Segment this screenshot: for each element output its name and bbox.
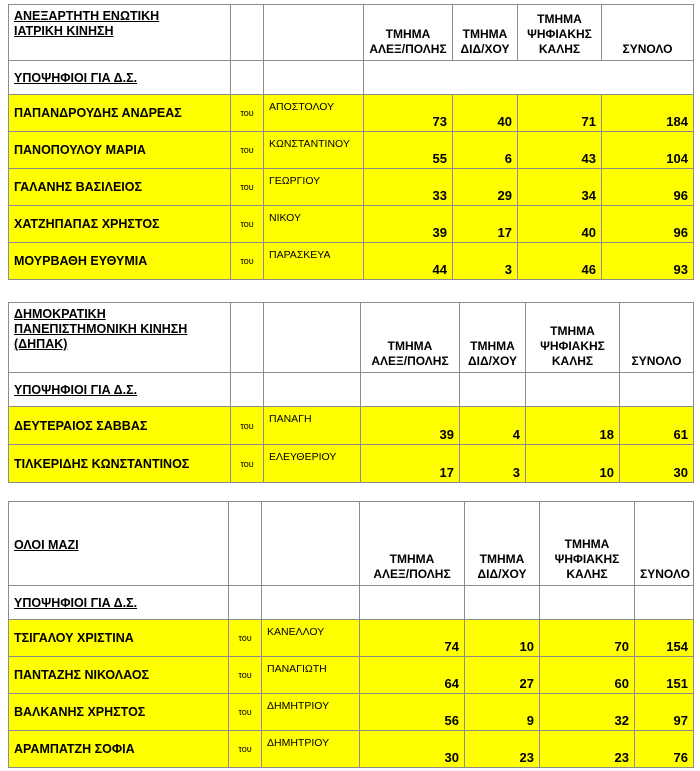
votes-total: 184 bbox=[602, 95, 694, 132]
table-row bbox=[9, 95, 694, 132]
father-name: ΑΠΟΣΤΟΛΟΥ bbox=[264, 95, 364, 132]
title-line: ΙΑΤΡΙΚΗ ΚΙΝΗΣΗ bbox=[14, 24, 114, 38]
votes-dept3: 40 bbox=[518, 206, 602, 243]
votes-total: 76 bbox=[635, 731, 694, 768]
tou-label: του bbox=[231, 243, 264, 280]
votes-dept3: 34 bbox=[518, 169, 602, 206]
votes-dept1: 39 bbox=[364, 206, 453, 243]
candidates-label: ΥΠΟΨΗΦΙΟΙ ΓΙΑ Δ.Σ. bbox=[9, 586, 229, 620]
votes-dept1: 55 bbox=[364, 132, 453, 169]
father-name: ΓΕΩΡΓΙΟΥ bbox=[264, 169, 364, 206]
tou-label: του bbox=[231, 132, 264, 169]
votes-dept1: 44 bbox=[364, 243, 453, 280]
section-title bbox=[9, 5, 231, 61]
father-name: ΔΗΜΗΤΡΙΟΥ bbox=[262, 731, 360, 768]
votes-dept2: 17 bbox=[453, 206, 518, 243]
candidate-name: ΧΑΤΖΗΠΑΠΑΣ ΧΡΗΣΤΟΣ bbox=[9, 206, 231, 243]
father-name: ΔΗΜΗΤΡΙΟΥ bbox=[262, 694, 360, 731]
candidates-label: ΥΠΟΨΗΦΙΟΙ ΓΙΑ Δ.Σ. bbox=[9, 373, 231, 407]
candidate-name: ΜΟΥΡΒΑΘΗ ΕΥΘΥΜΙΑ bbox=[9, 243, 231, 280]
votes-dept2: 27 bbox=[465, 657, 540, 694]
header-dept-alexandroupolis: ΤΜΗΜΑ ΑΛΕΞ/ΠΟΛΗΣ bbox=[361, 303, 460, 373]
votes-dept3: 43 bbox=[518, 132, 602, 169]
candidate-name: ΓΑΛΑΝΗΣ ΒΑΣΙΛΕΙΟΣ bbox=[9, 169, 231, 206]
results-table-3 bbox=[8, 501, 694, 768]
votes-total: 30 bbox=[620, 445, 694, 483]
votes-dept2: 9 bbox=[465, 694, 540, 731]
votes-dept2: 6 bbox=[453, 132, 518, 169]
table-row bbox=[9, 169, 694, 206]
votes-dept3: 18 bbox=[526, 407, 620, 445]
father-name: ΚΩΝΣΤΑΝΤΙΝΟΥ bbox=[264, 132, 364, 169]
votes-dept2: 29 bbox=[453, 169, 518, 206]
father-name: ΚΑΝΕΛΛΟΥ bbox=[262, 620, 360, 657]
table-row bbox=[9, 657, 694, 694]
header-dept-didymoteicho: ΤΜΗΜΑ ΔΙΔ/ΧΟΥ bbox=[453, 5, 518, 61]
table-row bbox=[9, 445, 694, 483]
table-row bbox=[9, 620, 694, 657]
votes-dept3: 10 bbox=[526, 445, 620, 483]
votes-total: 151 bbox=[635, 657, 694, 694]
votes-dept2: 40 bbox=[453, 95, 518, 132]
title-line: ΑΝΕΞΑΡΤΗΤΗ ΕΝΩΤΙΚΗ bbox=[14, 9, 160, 23]
title-line: ΠΑΝΕΠΙΣΤΗΜΟΝΙΚΗ ΚΙΝΗΣΗ bbox=[14, 322, 188, 336]
tou-label: του bbox=[231, 95, 264, 132]
header-total: ΣΥΝΟΛΟ bbox=[602, 5, 694, 61]
candidate-name: ΠΑΝΤΑΖΗΣ ΝΙΚΟΛΑΟΣ bbox=[9, 657, 229, 694]
votes-total: 61 bbox=[620, 407, 694, 445]
candidate-name: ΤΙΛΚΕΡΙΔΗΣ ΚΩΝΣΤΑΝΤΙΝΟΣ bbox=[9, 445, 231, 483]
father-name: ΕΛΕΥΘΕΡΙΟΥ bbox=[264, 445, 361, 483]
section-title bbox=[9, 502, 229, 586]
father-name: ΝΙΚΟΥ bbox=[264, 206, 364, 243]
votes-dept3: 71 bbox=[518, 95, 602, 132]
header-dept-digital-arts: ΤΜΗΜΑ ΨΗΦΙΑΚΗΣ ΚΑΛΗΣ bbox=[540, 502, 635, 586]
tou-label: του bbox=[231, 169, 264, 206]
votes-dept2: 23 bbox=[465, 731, 540, 768]
candidate-name: ΔΕΥΤΕΡΑΙΟΣ ΣΑΒΒΑΣ bbox=[9, 407, 231, 445]
tou-label: του bbox=[231, 445, 264, 483]
header-dept-alexandroupolis: ΤΜΗΜΑ ΑΛΕΞ/ΠΟΛΗΣ bbox=[364, 5, 453, 61]
votes-dept1: 33 bbox=[364, 169, 453, 206]
votes-total: 104 bbox=[602, 132, 694, 169]
votes-dept1: 56 bbox=[360, 694, 465, 731]
table-row bbox=[9, 206, 694, 243]
header-dept-digital-arts: ΤΜΗΜΑ ΨΗΦΙΑΚΗΣ ΚΑΛΗΣ bbox=[518, 5, 602, 61]
votes-total: 97 bbox=[635, 694, 694, 731]
table-row bbox=[9, 407, 694, 445]
votes-dept3: 23 bbox=[540, 731, 635, 768]
votes-dept2: 10 bbox=[465, 620, 540, 657]
votes-dept3: 46 bbox=[518, 243, 602, 280]
father-name: ΠΑΡΑΣΚΕΥΑ bbox=[264, 243, 364, 280]
title-line: ΟΛΟΙ ΜΑΖΙ bbox=[14, 538, 79, 552]
votes-dept1: 30 bbox=[360, 731, 465, 768]
candidate-name: ΤΣΙΓΑΛΟΥ ΧΡΙΣΤΙΝΑ bbox=[9, 620, 229, 657]
votes-dept3: 32 bbox=[540, 694, 635, 731]
votes-dept3: 70 bbox=[540, 620, 635, 657]
table-row bbox=[9, 243, 694, 280]
tou-label: του bbox=[231, 407, 264, 445]
votes-total: 96 bbox=[602, 169, 694, 206]
votes-dept2: 3 bbox=[460, 445, 526, 483]
table-row bbox=[9, 731, 694, 768]
header-total: ΣΥΝΟΛΟ bbox=[620, 303, 694, 373]
candidate-name: ΠΑΠΑΝΔΡΟΥΔΗΣ ΑΝΔΡΕΑΣ bbox=[9, 95, 231, 132]
header-total: ΣΥΝΟΛΟ bbox=[635, 502, 694, 586]
tou-label: του bbox=[231, 206, 264, 243]
tou-label: του bbox=[229, 657, 262, 694]
results-table-1 bbox=[8, 4, 694, 280]
votes-dept1: 74 bbox=[360, 620, 465, 657]
section-title bbox=[9, 303, 231, 373]
tou-label: του bbox=[229, 731, 262, 768]
father-name: ΠΑΝΑΓΗ bbox=[264, 407, 361, 445]
votes-dept2: 4 bbox=[460, 407, 526, 445]
title-line: (ΔΗΠΑΚ) bbox=[14, 337, 68, 351]
votes-dept1: 73 bbox=[364, 95, 453, 132]
father-name: ΠΑΝΑΓΙΩΤΗ bbox=[262, 657, 360, 694]
candidate-name: ΠΑΝΟΠΟΥΛΟΥ ΜΑΡΙΑ bbox=[9, 132, 231, 169]
votes-dept1: 64 bbox=[360, 657, 465, 694]
header-dept-digital-arts: ΤΜΗΜΑ ΨΗΦΙΑΚΗΣ ΚΑΛΗΣ bbox=[526, 303, 620, 373]
votes-total: 154 bbox=[635, 620, 694, 657]
table-row bbox=[9, 132, 694, 169]
candidates-label: ΥΠΟΨΗΦΙΟΙ ΓΙΑ Δ.Σ. bbox=[9, 61, 231, 95]
title-line: ΔΗΜΟΚΡΑΤΙΚΗ bbox=[14, 307, 106, 321]
candidate-name: ΑΡΑΜΠΑΤΖΗ ΣΟΦΙΑ bbox=[9, 731, 229, 768]
votes-dept1: 39 bbox=[361, 407, 460, 445]
results-table-2 bbox=[8, 302, 694, 483]
votes-total: 96 bbox=[602, 206, 694, 243]
candidate-name: ΒΑΛΚΑΝΗΣ ΧΡΗΣΤΟΣ bbox=[9, 694, 229, 731]
votes-total: 93 bbox=[602, 243, 694, 280]
table-row bbox=[9, 694, 694, 731]
votes-dept1: 17 bbox=[361, 445, 460, 483]
votes-dept2: 3 bbox=[453, 243, 518, 280]
header-dept-didymoteicho: ΤΜΗΜΑ ΔΙΔ/ΧΟΥ bbox=[465, 502, 540, 586]
tou-label: του bbox=[229, 694, 262, 731]
votes-dept3: 60 bbox=[540, 657, 635, 694]
header-dept-didymoteicho: ΤΜΗΜΑ ΔΙΔ/ΧΟΥ bbox=[460, 303, 526, 373]
header-dept-alexandroupolis: ΤΜΗΜΑ ΑΛΕΞ/ΠΟΛΗΣ bbox=[360, 502, 465, 586]
tou-label: του bbox=[229, 620, 262, 657]
